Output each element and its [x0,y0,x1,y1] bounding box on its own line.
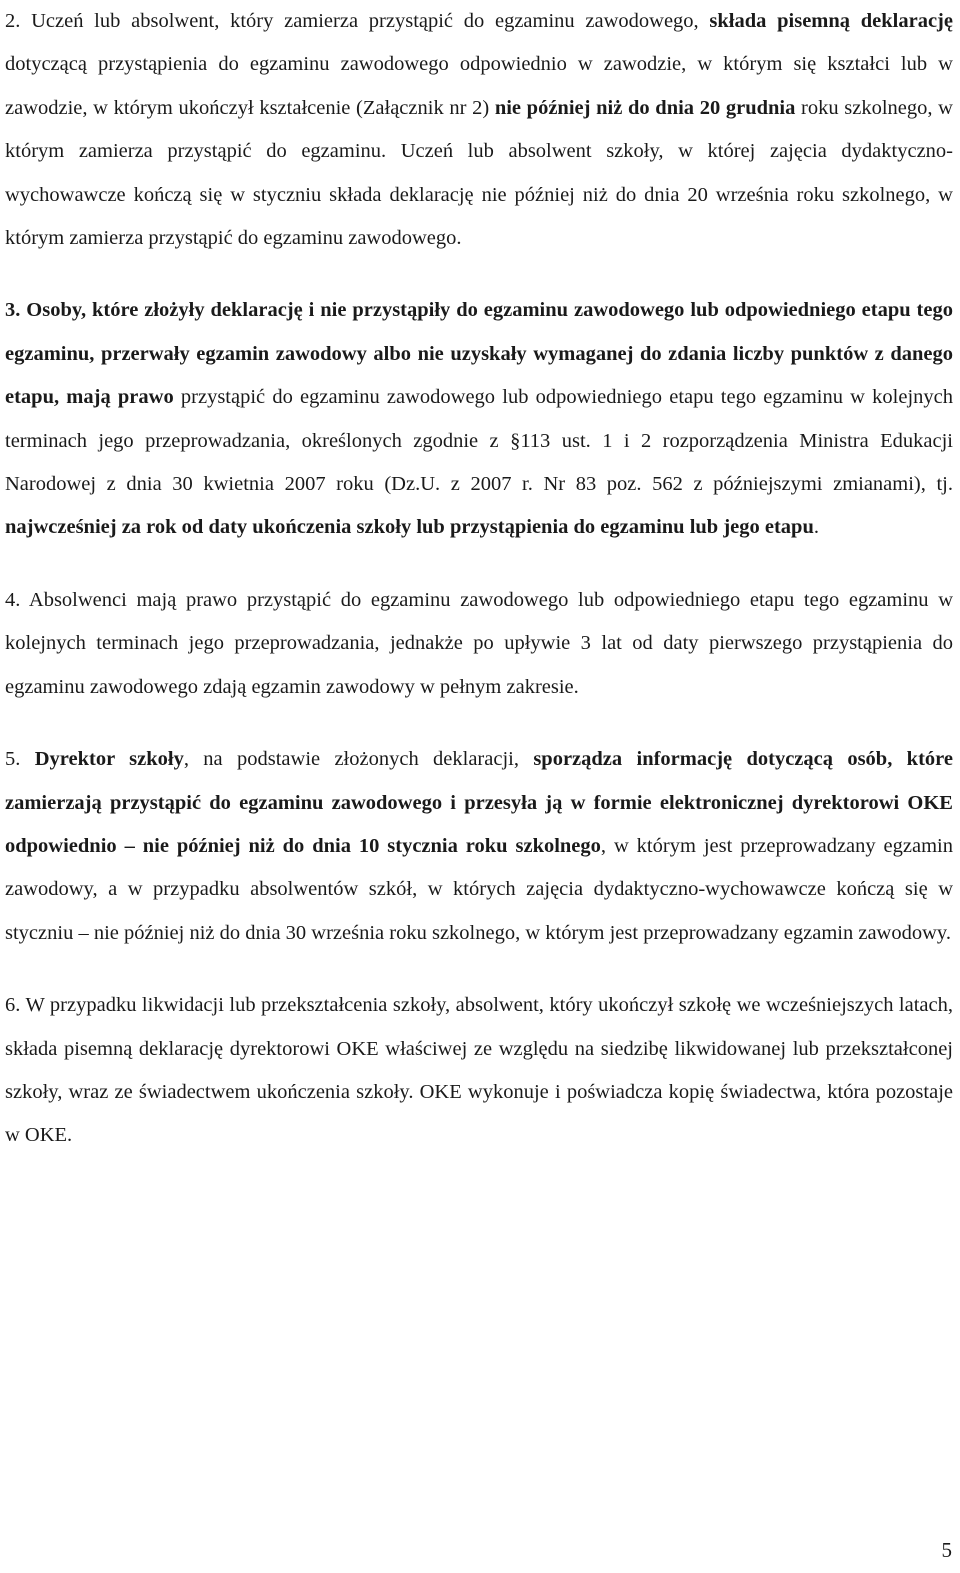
bold-text-run: składa pisemną deklarację [709,10,953,32]
text-run: 4. Absolwenci mają prawo przystąpić do egzaminu zawodowego lub odpowiedniego etapu tego egzaminu w kolejnych terminach jego przeprowadzania, jednakże po upływie 3 lat od daty pierwszego przystąpienia do egzaminu zawodowego zdają egzamin zawodowy w pełnym zakresie. [5,588,953,698]
text-run: , w którym jest przeprowadzany egzamin zawodowy, a w przypadku absolwentów szkół, w których zajęcia dydaktyczno-wychowawcze kończą się w styczniu – nie później niż do dnia 30 września roku szkolnego, w którym jest przeprowadzany egzamin zawodowy. [5,834,953,944]
text-run: dotyczącą przystąpienia do egzaminu zawodowego odpowiednio w zawodzie, w którym się kształci lub w zawodzie, w którym ukończył kształcenie (Załącznik nr 2) [5,53,953,119]
text-run: . [813,516,819,539]
text-run: , na podstawie złożonych deklaracji, [183,748,534,771]
bold-text-run: 3. Osoby, które złożyły deklarację i nie przystąpiły do egzaminu zawodowego lub odpowiedniego etapu tego egzaminu, przerwały egzamin zawodowy albo nie uzyskały wymaganej do zdania liczby punktów z danego etapu, mają prawo [5,299,953,409]
paragraph-4 [5,579,953,709]
document-page [5,0,953,1158]
paragraph-3 [5,289,953,549]
bold-text-run: najwcześniej za rok od daty ukończenia szkoły lub przystąpienia do egzaminu lub jego etapu [5,516,814,539]
bold-text-run: sporządza informację dotyczącą osób, które zamierzają przystąpić do egzaminu zawodowego i przesyła ją w formie elektronicznej dyrektorowi OKE odpowiednio – nie później niż do dnia 10 stycznia roku szkolnego [5,748,953,857]
text-run: 2. Uczeń lub absolwent, który zamierza przystąpić do egzaminu zawodowego, [5,10,710,32]
text-run: przystąpić do egzaminu zawodowego lub odpowiedniego etapu tego egzaminu w kolejnych terminach jego przeprowadzania, określonych zgodnie z §113 ust. 1 i 2 rozporządzenia Ministra Edukacji Narodowej z dnia 30 kwietnia 2007 roku (Dz.U. z 2007 r. Nr 83 poz. 562 z późniejszymi zmianami), tj. [5,386,953,496]
paragraph-2 [5,0,953,260]
paragraph-6 [5,984,953,1158]
page-number: 5 [941,1538,952,1562]
paragraph-5 [5,738,953,955]
text-run: 5. [5,748,35,771]
text-run: roku szkolnego, w którym zamierza przystąpić do egzaminu. Uczeń lub absolwent szkoły, w której zajęcia dydaktyczno-wychowawcze kończą się w styczniu składa deklarację nie później niż do dnia 20 września roku szkolnego, w którym zamierza przystąpić do egzaminu zawodowego. [5,96,953,250]
text-run: 6. W przypadku likwidacji lub przekształcenia szkoły, absolwent, który ukończył szkołę we wcześniejszych latach, składa pisemną deklarację dyrektorowi OKE właściwej ze względu na siedzibę likwidowanej lub przekształconej szkoły, wraz ze świadectwem ukończenia szkoły. OKE wykonuje i poświadcza kopię świadectwa, która pozostaje w OKE. [5,994,953,1147]
bold-text-run: nie później niż do dnia 20 grudnia [494,96,796,119]
bold-text-run: Dyrektor szkoły [34,748,184,771]
